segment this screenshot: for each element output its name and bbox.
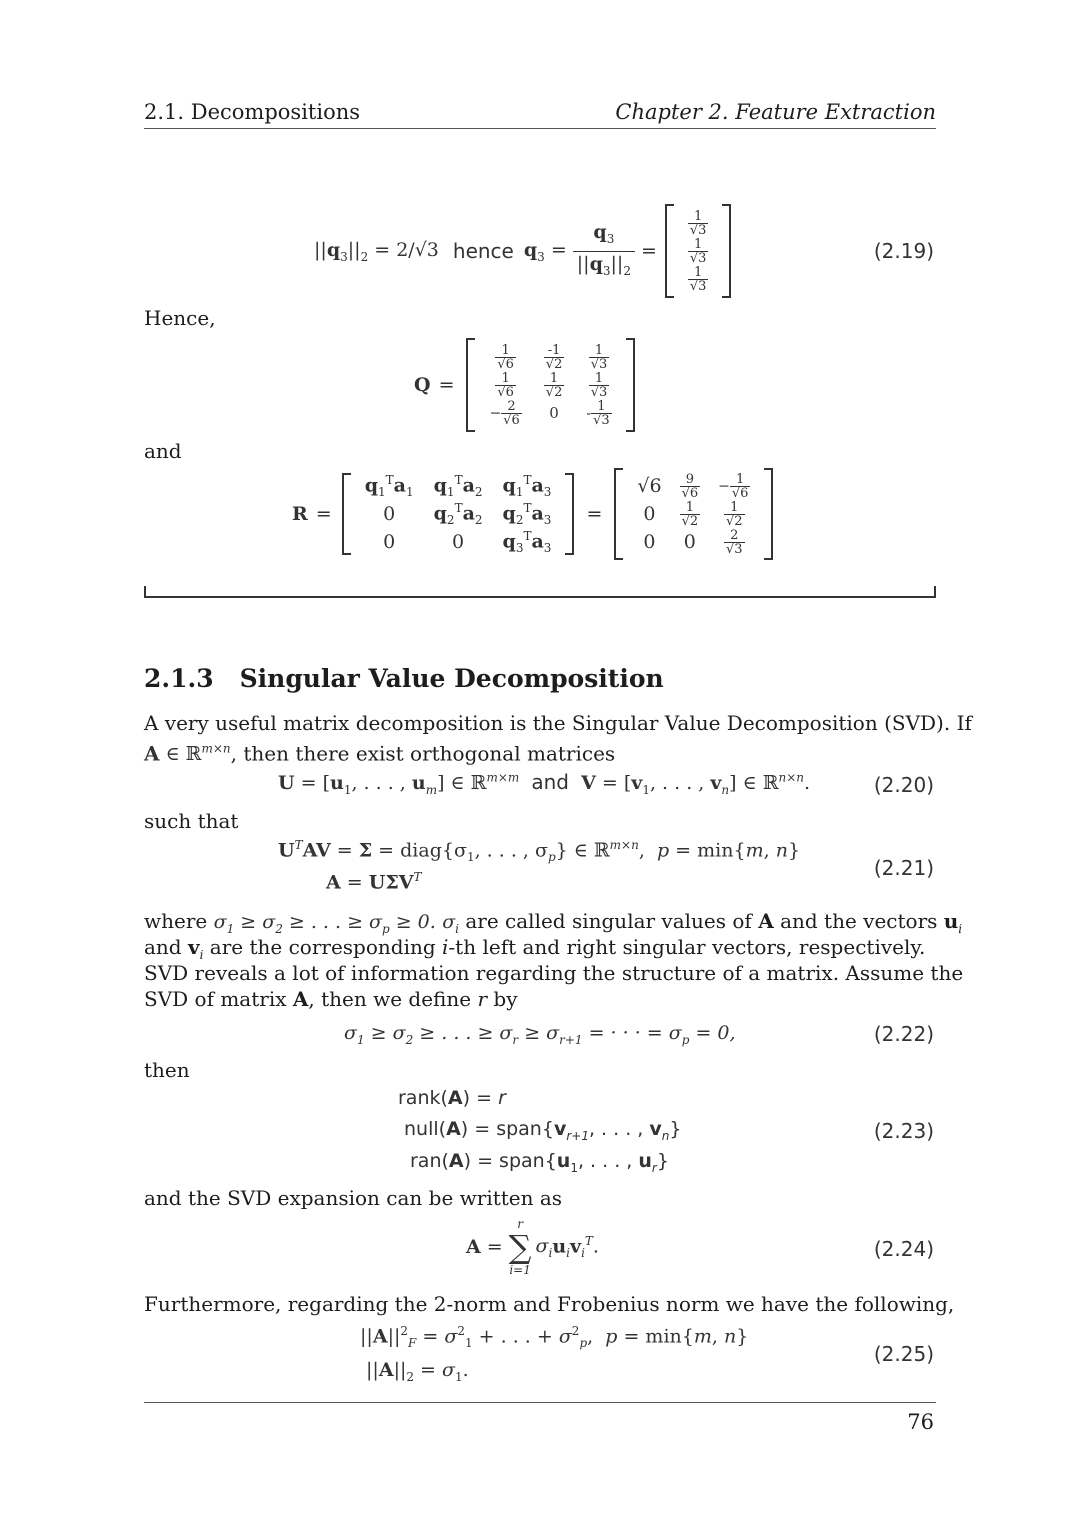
example-box-corner-right (934, 586, 936, 598)
example-box-bottom-rule (144, 596, 936, 598)
paragraph-text: Furthermore, regarding the 2-norm and Frobenius norm we have the following, (144, 1292, 955, 1316)
section-title: Singular Value Decomposition (239, 664, 664, 693)
paragraph-text: SVD of matrix A, then we define r by (144, 987, 518, 1011)
equation-2-23-null: null(A) = $span\{v_{r+1}$, . . . , $v_n$} (404, 1118, 682, 1143)
equation-number: (2.23) (873, 1119, 934, 1143)
matrix-q: Q = $\frac{1}{√6}$ $\frac{-1}{√2}$ $\frac{1}{√3}$ $\frac{1}{√6}$ $\frac{1}{√2}$ $\frac{1}{√3}$ − $\frac{2}{√6}$ 0 - $\frac{1}{√3}$ (414, 338, 635, 432)
paragraph-text: A ∈ ℝ$^{m\times n}$, then there exist orthogonal matrices (144, 741, 616, 766)
equation-2-25-line2: $||A||_2 = \sigma_1$. (366, 1359, 469, 1384)
equation-2-22: $\sigma_1 \ge \sigma_2$ ≥ . . . ≥ $\sigma_r \ge \sigma_{r+1}$ = · · · = $\sigma_p = 0$, (344, 1022, 736, 1047)
equation-number: (2.24) (873, 1237, 934, 1261)
equation-number: (2.25) (873, 1342, 934, 1366)
equation-number: (2.20) (873, 773, 934, 797)
paragraph-text: A very useful matrix decomposition is the Singular Value Decomposition (SVD). If (144, 711, 972, 735)
paragraph-text: Hence, (144, 306, 216, 330)
equation-number: (2.21) (873, 856, 934, 880)
running-header-chapter: Chapter 2. Feature Extraction (615, 100, 936, 124)
section-heading (144, 664, 664, 693)
equation-2-19: $||q_3||_2 = 2/√3$ hence $q_3$ = $\frac{q_3}{||q_3||_2}$ = $\frac{1}{√3}$ $\frac{1}{√3}$ $\frac{1}{√3}$ (314, 204, 731, 298)
running-header-section: 2.1. Decompositions (144, 100, 361, 124)
page-number: 76 (907, 1410, 934, 1434)
equation-2-21-line2: $A = U\Sigma V^T$ (326, 870, 422, 894)
paragraph-text: then (144, 1058, 190, 1082)
paragraph-text: and the SVD expansion can be written as (144, 1186, 563, 1210)
example-box-corner-left (144, 586, 146, 598)
paragraph-text: and $v_i$ are the corresponding i-th left and right singular vectors, respectively. (144, 935, 926, 962)
equation-2-23-rank: rank(A) = r (398, 1087, 506, 1109)
header-rule (144, 128, 936, 129)
paragraph-text: such that (144, 809, 239, 833)
equation-2-20: $U = [u_1$, . . . , $u_m$] ∈ ℝ$^{m\times m}$ and $V = [v_1$, . . . , $v_n$] ∈ ℝ$^{n\times n}$. (278, 770, 811, 797)
equation-number: (2.19) (873, 239, 934, 263)
equation-number: (2.22) (873, 1022, 934, 1046)
footer-rule (144, 1402, 936, 1403)
section-number: 2.1.3 (144, 664, 214, 693)
paragraph-text: SVD reveals a lot of information regarding the structure of a matrix. Assume the (144, 961, 964, 985)
paragraph-text: where $\sigma_1 \ge \sigma_2$ ≥ . . . ≥ $\sigma_p \ge 0$. $\sigma_i$ are called singular values of A and the vectors $u_i$ (144, 909, 963, 936)
equation-2-24: A = r ∑ i=1 $\sigma_iu_iv_i^T$. (466, 1217, 599, 1277)
equation-2-21-line1: $U^TAV = \Sigma$ = $diag\{\sigma_1$, . . . , $\sigma_p$} ∈ ℝ$^{m\times n}$, p = min{m, n} (278, 838, 801, 865)
equation-2-25-line1: $||A||^2_F = \sigma^2_1$ + . . . + $\sigma^2_p$, p = min{m, n} (360, 1324, 749, 1351)
paragraph-text: and (144, 439, 182, 463)
equation-2-23-ran: $ran(A) = span\{u_1$, . . . , $u_r$} (410, 1150, 669, 1175)
matrix-r: R = $q_1^Ta_1$ $q_1^Ta_2$ $q_1^Ta_3$ 0 $q_2^Ta_2$ $q_2^Ta_3$ 0 0 $q_3^Ta_3$ = √6 $\frac{9}{√6}$ − $\frac{1}{√6}$ 0 $\frac{1}{√2}$ $\frac{1}{√2}$ 0 0 $\frac{2}{√3}$ (292, 468, 773, 560)
